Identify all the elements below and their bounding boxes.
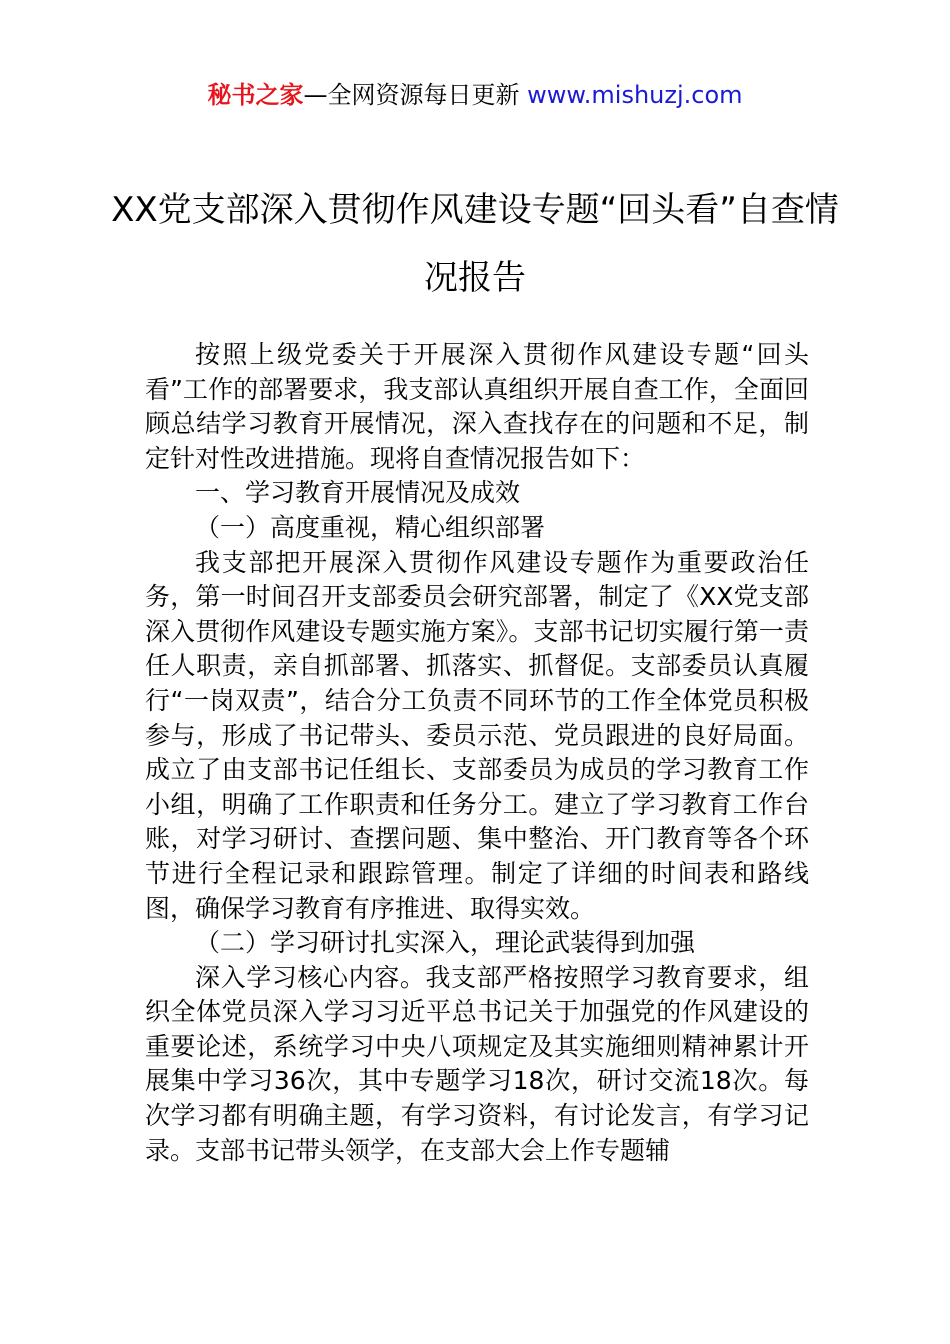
subsection-heading-1: （一）高度重视，精心组织部署 [195,512,546,542]
site-url-link[interactable]: www.mishuzj.com [527,81,743,109]
subsection-heading-2: （二）学习研讨扎实深入，理论武装得到加强 [195,928,696,958]
intro-paragraph: 按照上级党委关于开展深入贯彻作风建设专题“回头看”工作的部署要求，我支部认真组织开展自查工作，全面回顾总结学习教育开展情况，深入查找存在的问题和不足，制定针对性改进措施。现将自查情况报告如下： [145,340,809,473]
site-tagline: —全网资源每日更新 [303,81,528,109]
document-body [145,338,809,1168]
body-paragraph-2: 深入学习核心内容。我支部严格按照学习教育要求，组织全体党员深入学习习近平总书记关于加强党的作风建设的重要论述，系统学习中央八项规定及其实施细则精神累计开展集中学习36次，其中专题学习18次，研讨交流18次。每次学习都有明确主题，有学习资料，有讨论发言，有学习记录。支部书记带头领学，在支部大会上作专题辅 [145,962,809,1165]
section-heading-1: 一、学习教育开展情况及成效 [195,478,521,508]
site-header [0,78,950,112]
site-brand: 秘书之家 [207,81,304,109]
document-title: XX党支部深入贯彻作风建设专题“回头看”自查情况报告 [111,190,839,298]
body-paragraph-1: 我支部把开展深入贯彻作风建设专题作为重要政治任务，第一时间召开支部委员会研究部署，制定了《XX党支部深入贯彻作风建设专题实施方案》。支部书记切实履行第一责任人职责，亲自抓部署、抓落实、抓督促。支部委员认真履行“一岗双责”，结合分工负责不同环节的工作全体党员积极参与，形成了书记带头、委员示范、党员跟进的良好局面。成立了由支部书记任组长、支部委员为成员的学习教育工作小组，明确了工作职责和任务分工。建立了学习教育工作台账，对学习研讨、查摆问题、集中整治、开门教育等各个环节进行全程记录和跟踪管理。制定了详细的时间表和路线图，确保学习教育有序推进、取得实效。 [145,547,809,923]
